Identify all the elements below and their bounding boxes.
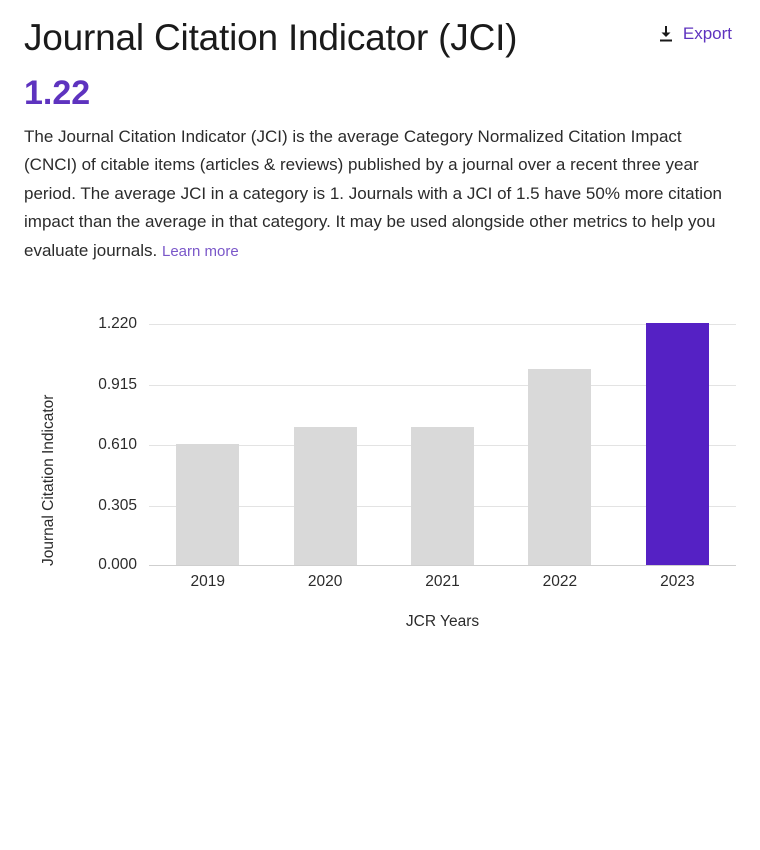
y-tick-label: 0.000 xyxy=(98,556,137,574)
bar-slot xyxy=(501,324,618,565)
bar-slot xyxy=(384,324,501,565)
bar-series xyxy=(149,324,736,565)
x-tick-label: 2020 xyxy=(307,573,343,591)
x-axis-line xyxy=(98,556,736,574)
x-tick-label: 2021 xyxy=(425,573,460,591)
bar-slot xyxy=(149,324,266,565)
jci-bar-chart xyxy=(24,311,736,641)
x-tick-label: 2023 xyxy=(660,573,695,591)
jci-description-text: The Journal Citation Indicator (JCI) is the average Category Normalized Citation Impact (CNCI) of citable items (articles & reviews) published by a journal over a recent three year period. The average JCI in a category is 1. Journals with a JCI of 1.5 have 50% more citation impact than the average in that category. It may be used alongside other metrics to help you evaluate journals. xyxy=(24,126,722,260)
bar-2020[interactable] xyxy=(294,427,357,566)
chart-plot-area xyxy=(98,315,736,574)
page-title: Journal Citation Indicator (JCI) xyxy=(24,17,518,58)
export-label: Export xyxy=(682,24,732,43)
y-tick-label: 1.220 xyxy=(98,315,137,333)
y-axis-title: Journal Citation Indicator xyxy=(40,395,57,567)
x-axis-title: JCR Years xyxy=(405,613,480,631)
jci-description xyxy=(24,123,724,266)
x-tick-label: 2019 xyxy=(190,573,225,591)
export-button[interactable] xyxy=(658,14,736,44)
learn-more-link[interactable]: Learn more xyxy=(162,242,239,260)
bar-2022[interactable] xyxy=(528,369,591,565)
bar-slot xyxy=(619,324,736,565)
bar-2021[interactable] xyxy=(411,427,474,566)
x-axis-labels xyxy=(149,573,736,591)
bar-2019[interactable] xyxy=(176,444,239,565)
y-tick-label: 0.610 xyxy=(98,436,137,454)
jci-value: 1.22 xyxy=(24,74,91,113)
y-tick-label: 0.305 xyxy=(98,496,137,514)
bar-2023[interactable] xyxy=(646,323,709,565)
panel-header xyxy=(24,14,736,61)
download-icon xyxy=(658,25,674,43)
x-tick-label: 2022 xyxy=(542,573,578,591)
y-tick-label: 0.915 xyxy=(98,375,137,393)
bar-slot xyxy=(266,324,383,565)
